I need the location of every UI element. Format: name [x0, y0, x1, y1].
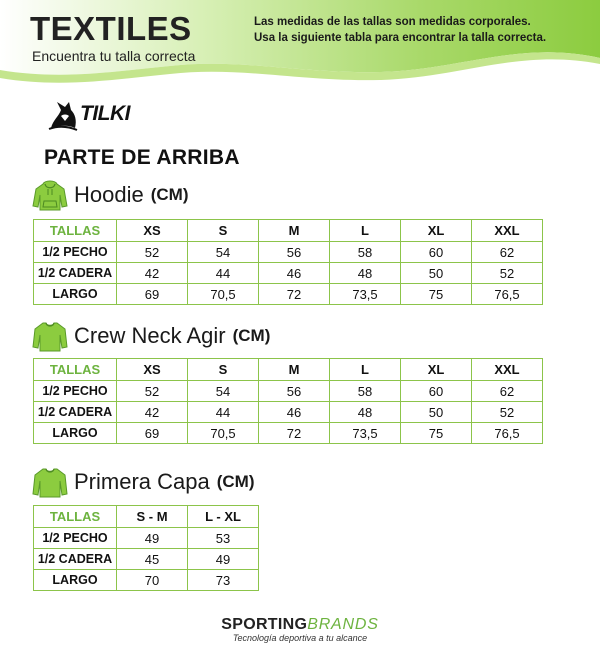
- column-header: XS: [117, 359, 188, 381]
- column-header: L: [330, 359, 401, 381]
- table-cell: 54: [188, 381, 259, 402]
- column-header: XL: [401, 220, 472, 242]
- column-header: M: [259, 359, 330, 381]
- column-header: S: [188, 220, 259, 242]
- table-header-row: [34, 506, 259, 528]
- column-header: XL: [401, 359, 472, 381]
- table-cell: 46: [259, 263, 330, 284]
- long-sleeve-shirt-icon: [32, 466, 68, 498]
- column-header: TALLAS: [34, 359, 117, 381]
- table-row: [34, 381, 543, 402]
- primera-capa-section-heading: [32, 465, 254, 499]
- column-header: S: [188, 359, 259, 381]
- table-row: [34, 402, 543, 423]
- header-note-line-1: Las medidas de las tallas son medidas corporales.: [254, 16, 531, 28]
- crew-neck-unit: (CM): [232, 326, 271, 345]
- table-row: [34, 284, 543, 305]
- primera-capa-unit: (CM): [216, 472, 255, 491]
- table-cell: 50: [401, 263, 472, 284]
- table-cell: 52: [117, 381, 188, 402]
- table-cell: 42: [117, 263, 188, 284]
- table-cell: 42: [117, 402, 188, 423]
- row-label: 1/2 CADERA: [34, 263, 117, 284]
- table-cell: 76,5: [472, 423, 543, 444]
- table-cell: 62: [472, 381, 543, 402]
- table-cell: 70,5: [188, 423, 259, 444]
- column-header: S - M: [117, 506, 188, 528]
- crew-neck-section-heading: [32, 319, 270, 353]
- table-cell: 70,5: [188, 284, 259, 305]
- table-cell: 72: [259, 423, 330, 444]
- column-header: L: [330, 220, 401, 242]
- table-cell: 53: [188, 528, 259, 549]
- table-cell: 75: [401, 284, 472, 305]
- table-row: [34, 528, 259, 549]
- table-row: [34, 242, 543, 263]
- table-row: [34, 423, 543, 444]
- primera-capa-size-table: [33, 505, 259, 591]
- column-header: M: [259, 220, 330, 242]
- page-subtitle: Encuentra tu talla correcta: [32, 48, 196, 64]
- table-cell: 56: [259, 242, 330, 263]
- row-label: 1/2 PECHO: [34, 242, 117, 263]
- crew-neck-title: Crew Neck Agir: [74, 323, 226, 348]
- brand-logo-text: TILKI: [80, 102, 130, 125]
- table-cell: 70: [117, 570, 188, 591]
- column-header: TALLAS: [34, 506, 117, 528]
- header-note: [254, 14, 546, 46]
- table-cell: 44: [188, 402, 259, 423]
- row-label: 1/2 CADERA: [34, 549, 117, 570]
- crew-neck-size-table: [33, 358, 543, 444]
- table-cell: 56: [259, 381, 330, 402]
- crew-neck-shirt-icon: [32, 320, 68, 352]
- table-cell: 52: [472, 263, 543, 284]
- table-cell: 69: [117, 284, 188, 305]
- section-title: PARTE DE ARRIBA: [44, 146, 240, 169]
- row-label: 1/2 PECHO: [34, 381, 117, 402]
- hoodie-unit: (CM): [150, 185, 189, 204]
- table-cell: 76,5: [472, 284, 543, 305]
- table-cell: 46: [259, 402, 330, 423]
- column-header: XXL: [472, 220, 543, 242]
- column-header: L - XL: [188, 506, 259, 528]
- footer-brand-part1: SPORTING: [221, 616, 308, 633]
- table-cell: 73,5: [330, 284, 401, 305]
- footer-brand-part2: BRANDS: [307, 616, 379, 633]
- table-cell: 58: [330, 381, 401, 402]
- table-header-row: [34, 220, 543, 242]
- header-note-line-2: Usa la siguiente tabla para encontrar la talla correcta.: [254, 32, 547, 44]
- column-header: XS: [117, 220, 188, 242]
- table-cell: 62: [472, 242, 543, 263]
- footer-tagline: Tecnología deportiva a tu alcance: [232, 633, 368, 643]
- table-cell: 54: [188, 242, 259, 263]
- row-label: 1/2 CADERA: [34, 402, 117, 423]
- primera-capa-title: Primera Capa: [74, 469, 210, 494]
- page-title: TEXTILES: [30, 10, 192, 47]
- table-row: [34, 263, 543, 284]
- table-cell: 58: [330, 242, 401, 263]
- table-cell: 69: [117, 423, 188, 444]
- table-cell: 52: [472, 402, 543, 423]
- column-header: TALLAS: [34, 220, 117, 242]
- table-cell: 49: [117, 528, 188, 549]
- table-row: [34, 549, 259, 570]
- row-label: 1/2 PECHO: [34, 528, 117, 549]
- footer-brand-logo: [0, 616, 600, 634]
- table-row: [34, 570, 259, 591]
- table-cell: 75: [401, 423, 472, 444]
- table-cell: 44: [188, 263, 259, 284]
- hoodie-section-heading: [32, 178, 188, 212]
- table-cell: 72: [259, 284, 330, 305]
- row-label: LARGO: [34, 570, 117, 591]
- table-cell: 73: [188, 570, 259, 591]
- table-cell: 73,5: [330, 423, 401, 444]
- column-header: XXL: [472, 359, 543, 381]
- table-cell: 60: [401, 242, 472, 263]
- hoodie-icon: [32, 179, 68, 211]
- table-cell: 60: [401, 381, 472, 402]
- table-header-row: [34, 359, 543, 381]
- row-label: LARGO: [34, 423, 117, 444]
- table-cell: 52: [117, 242, 188, 263]
- table-cell: 48: [330, 263, 401, 284]
- hoodie-size-table: [33, 219, 543, 305]
- row-label: LARGO: [34, 284, 117, 305]
- table-cell: 50: [401, 402, 472, 423]
- hoodie-title: Hoodie: [74, 182, 144, 207]
- table-cell: 49: [188, 549, 259, 570]
- table-cell: 45: [117, 549, 188, 570]
- table-cell: 48: [330, 402, 401, 423]
